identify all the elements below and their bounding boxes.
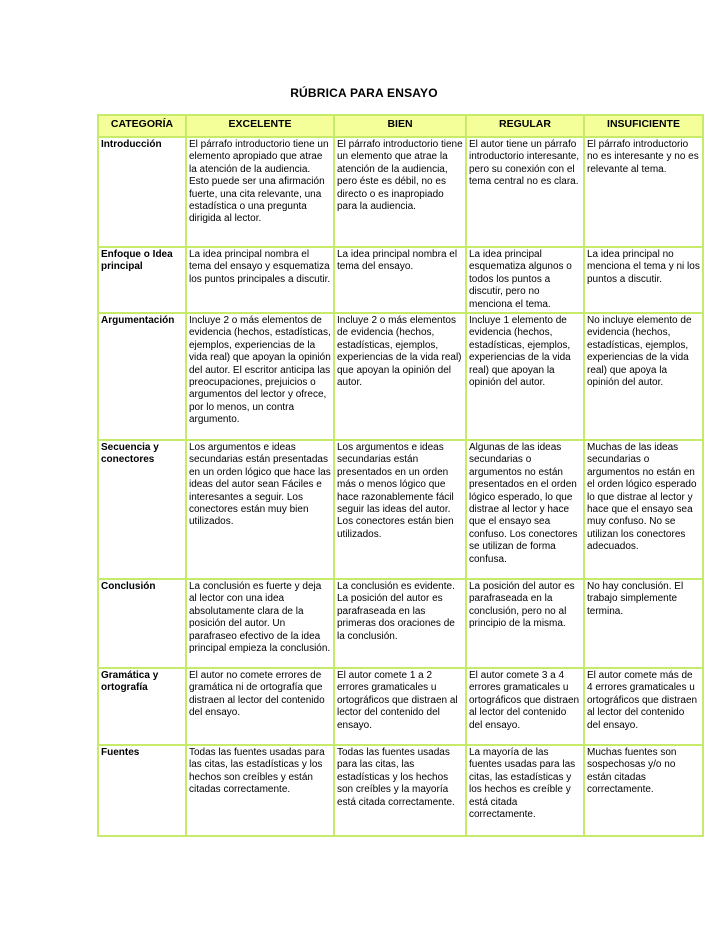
document-title: RÚBRICA PARA ENSAYO [290, 86, 438, 100]
category-cell: Gramática y ortografía [98, 668, 186, 745]
category-cell: Fuentes [98, 745, 186, 836]
regular-cell: La posición del autor es parafraseada en la conclusión, pero no al principio de la misma. [466, 579, 584, 668]
regular-cell: El autor comete 3 a 4 errores gramaticales u ortográficos que distraen al lector del contenido del ensayo. [466, 668, 584, 745]
excelente-cell: El párrafo introductorio tiene un elemento apropiado que atrae la atención de la audiencia. Esto puede ser una afirmación fuerte, una cita relevante, una estadística o una pregunta dirigida al lector. [186, 137, 334, 247]
table-row [98, 313, 703, 440]
bien-cell: El párrafo introductorio tiene un elemento que atrae la atención de la audiencia, pero éste es débil, no es directo o es inapropiado para la audiencia. [334, 137, 466, 247]
category-cell: Conclusión [98, 579, 186, 668]
table-row [98, 137, 703, 247]
category-cell: Argumentación [98, 313, 186, 440]
header-categoria: CATEGORÍA [98, 115, 186, 137]
excelente-cell: Incluye 2 o más elementos de evidencia (hechos, estadísticas, ejemplos, experiencias de la vida real) que apoyan la opinión del autor. El escritor anticipa las preocupaciones, prejuicios o argumentos del lector y ofrece, por lo menos, un contra argumento. [186, 313, 334, 440]
insuficiente-cell: La idea principal no menciona el tema y ni los puntos a discutir. [584, 247, 703, 313]
bien-cell: La idea principal nombra el tema del ensayo. [334, 247, 466, 313]
regular-cell: La idea principal esquematiza algunos o todos los puntos a discutir, pero no menciona el tema. [466, 247, 584, 313]
category-cell: Introducción [98, 137, 186, 247]
insuficiente-cell: No incluye elemento de evidencia (hechos, estadísticas, ejemplos, experiencias de la vida real) que apoya la opinión del autor. [584, 313, 703, 440]
rubric-table [97, 114, 704, 837]
insuficiente-cell: El autor comete más de 4 errores gramaticales u ortográficos que distraen al lector del contenido del ensayo. [584, 668, 703, 745]
table-row [98, 579, 703, 668]
excelente-cell: La idea principal nombra el tema del ensayo y esquematiza los puntos principales a discutir. [186, 247, 334, 313]
excelente-cell: Todas las fuentes usadas para las citas, las estadísticas y los hechos son creíbles y están citadas correctamente. [186, 745, 334, 836]
category-cell: Secuencia y conectores [98, 440, 186, 579]
excelente-cell: La conclusión es fuerte y deja al lector con una idea absolutamente clara de la posición del autor. Un parafraseo efectivo de la idea principal empieza la conclusión. [186, 579, 334, 668]
table-row [98, 745, 703, 836]
insuficiente-cell: El párrafo introductorio no es interesante y no es relevante al tema. [584, 137, 703, 247]
bien-cell: El autor comete 1 a 2 errores gramaticales u ortográficos que distraen al lector del contenido del ensayo. [334, 668, 466, 745]
insuficiente-cell: Muchas fuentes son sospechosas y/o no están citadas correctamente. [584, 745, 703, 836]
header-excelente: EXCELENTE [186, 115, 334, 137]
regular-cell: La mayoría de las fuentes usadas para las citas, las estadísticas y los hechos es creíble y está citada correctamente. [466, 745, 584, 836]
bien-cell: Todas las fuentes usadas para las citas, las estadísticas y los hechos son creíbles y la mayoría está citada correctamente. [334, 745, 466, 836]
header-insuficiente: INSUFICIENTE [584, 115, 703, 137]
bien-cell: Incluye 2 o más elementos de evidencia (hechos, estadísticas, ejemplos, experiencias de la vida real) que apoyan la opinión del autor. [334, 313, 466, 440]
insuficiente-cell: No hay conclusión. El trabajo simplemente termina. [584, 579, 703, 668]
header-bien: BIEN [334, 115, 466, 137]
header-row [98, 115, 703, 137]
regular-cell: Algunas de las ideas secundarias o argumentos no están presentados en el orden lógico esperado, lo que distrae al lector y hace que el ensayo sea confuso. Los conectores se utilizan de forma confusa. [466, 440, 584, 579]
regular-cell: Incluye 1 elemento de evidencia (hechos, estadísticas, ejemplos, experiencias de la vida real) que apoyan la opinión del autor. [466, 313, 584, 440]
category-cell: Enfoque o Idea principal [98, 247, 186, 313]
bien-cell: La conclusión es evidente. La posición del autor es parafraseada en las primeras dos oraciones de la conclusión. [334, 579, 466, 668]
table-row [98, 668, 703, 745]
regular-cell: El autor tiene un párrafo introductorio interesante, pero su conexión con el tema central no es clara. [466, 137, 584, 247]
table-row [98, 440, 703, 579]
insuficiente-cell: Muchas de las ideas secundarias o argumentos no están en el orden lógico esperado lo que distrae al lector y hace que el ensayo sea muy confuso. No se utilizan los conectores adecuados. [584, 440, 703, 579]
header-regular: REGULAR [466, 115, 584, 137]
excelente-cell: Los argumentos e ideas secundarias están presentadas en un orden lógico que hace las ideas del autor sean Fáciles e interesantes a seguir. Los conectores están muy bien utilizados. [186, 440, 334, 579]
bien-cell: Los argumentos e ideas secundarias están presentados en un orden más o menos lógico que hace razonablemente fácil seguir las ideas del autor. Los conectores están bien utilizados. [334, 440, 466, 579]
table-row [98, 247, 703, 313]
excelente-cell: El autor no comete errores de gramática ni de ortografía que distraen al lector del contenido del ensayo. [186, 668, 334, 745]
